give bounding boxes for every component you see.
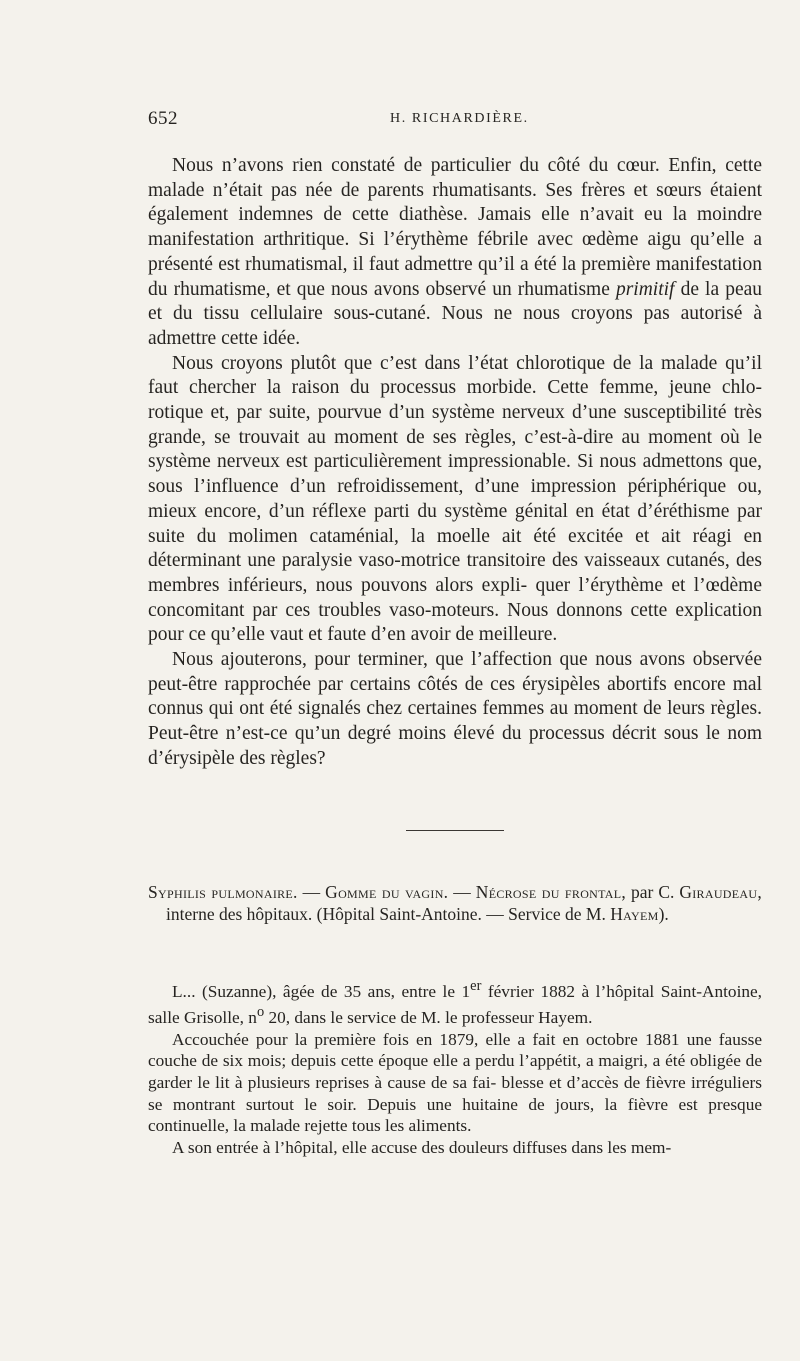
paragraph: A son entrée à l’hôpital, elle accuse des douleurs diffuses dans les mem- <box>172 1137 672 1157</box>
paragraph: Nous ajouterons, pour terminer, que l’affection que nous avons observée peut-être rapprochée par certains côtés de ces érysipèles abortifs encore mal connus qui ont été signalés chez certaines femmes au moment de leurs règles. Peut-être n’est-ce qu’un degré moins élevé du processus décrit sous le nom d’érysipèle des règles? <box>148 649 762 769</box>
paragraph: L... (Suzanne), âgée de 35 ans, entre le 1er février 1882 à l’hôpital Saint-Antoine, salle Grisolle, $n^o$ 20, dans le service de M. le professeur Hayem. <box>148 978 762 1028</box>
section-divider <box>406 830 504 831</box>
article-body <box>148 154 762 772</box>
italic-term: primitif <box>615 278 675 300</box>
case-title <box>148 882 762 925</box>
paragraph: Accouchée pour la première fois en 1879, elle a fait en octobre 1881 une fausse couche de six mois; depuis cette époque elle a perdu l’appétit, a maigri, a été obligée de garder le lit à plusieurs reprises à cause de sa fai- blesse et d’accès de fièvre irréguliers se montrant surtout le soir. Depuis une huitaine de jours, la fièvre est presque continuelle, la malade rejette tous les aliments. <box>148 1029 762 1136</box>
author-name: Giraudeau, <box>679 882 763 902</box>
chief-name: Hayem <box>610 903 659 924</box>
paragraph-text: Nous n’avons rien constaté de particulier du côté du cœur. Enfin, cette malade n’était pas née de parents rhumatisants. Ses frères et sœurs étaient également indemnes de cette diathèse. Jamais elle n’avait eu la moindre manifestation arthritique. Si l’érythème fébrile avec œdème aigu qu’elle a présenté est rhumatismal, il faut admettre qu’il a été la première manifestation du rhumatisme, et que nous avons observé un rhumatisme <box>148 155 762 300</box>
paragraph <box>148 154 762 352</box>
case-report <box>148 976 762 1158</box>
running-head: H. RICHARDIÈRE. <box>390 111 529 126</box>
paragraph-text: de la peau et du tissu cellulaire sous-cutané. Nous ne nous croyons pas autorisé à admettre cette idée. <box>148 278 763 349</box>
case-heading: Syphilis pulmonaire. — Gomme du vagin. — Nécrose du frontal, par C. Giraudeau, interne des hôpitaux. (Hôpital Saint-Antoine. — Service de M. Hayem). <box>148 882 763 924</box>
paragraph: Nous croyons plutôt que c’est dans l’état chlorotique de la malade qu’il faut chercher la raison du processus morbide. Cette femme, jeune chlo- rotique et, par suite, pourvue d’un système nerveux d’une susceptibilité très grande, se trouvait au moment de ses règles, c’est-à-dire au moment où le système nerveux est particulièrement impressionable. Si nous admettons que, sous l’influence d’un refroidissement, d’une impression périphérique ou, mieux encore, d’un réflexe parti du système génital en état d’éréthisme par suite du molimen cataménial, la moelle ait été excitée et ait réagi en déterminant une paralysie vaso-motrice transitoire des vaisseaux cutanés, des membres inférieurs, nous pouvons alors expli- quer l’érythème et l’œdème concomitant par ces troubles vaso-moteurs. Nous donnons cette explication pour ce qu’elle vaut et faute d’en avoir de meilleure. <box>148 352 762 646</box>
page-header <box>148 108 760 132</box>
page-number: 652 <box>148 108 178 129</box>
